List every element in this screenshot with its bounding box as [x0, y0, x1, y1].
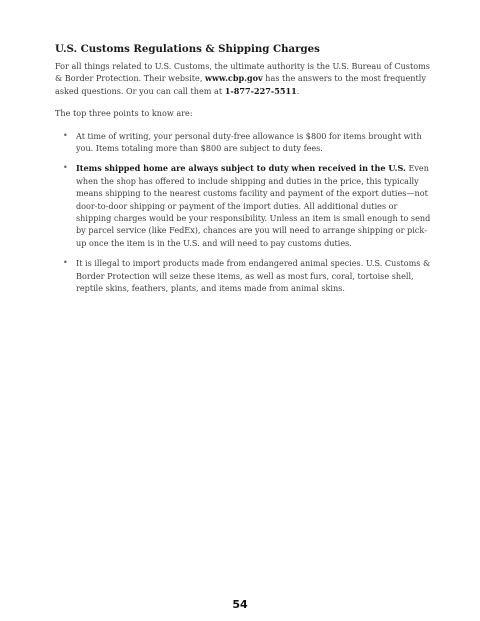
point-bold-text: Items shipped home are always subject to duty when received in the U.S.: [76, 163, 406, 174]
intro-paragraph: [55, 60, 433, 97]
list-item: [55, 162, 433, 249]
bullet-icon: •: [63, 163, 68, 173]
key-points-list: [55, 130, 433, 295]
point-text: Even when the shop has offered to include shipping and duties in the price, this typically means shipping to the nearest customs facility and payment of the export duties—not door-to-door shipping or payment of the import duties. All additional duties or shipping charges would be your responsibility. Unless an item is small enough to send by parcel service (like FedEx), chances are you will need to arrange shipping or pick-up once the item is in the U.S. and will need to pay customs duties.: [76, 163, 431, 248]
page-number: 54: [232, 598, 248, 611]
intro-text-2: has the answers to the most frequently asked questions. Or you can call them at: [55, 73, 426, 96]
lead-paragraph: The top three points to know are:: [55, 108, 193, 119]
list-item: [55, 257, 433, 294]
list-item: [55, 130, 433, 155]
bullet-icon: •: [63, 258, 68, 268]
point-text: It is illegal to import products made from endangered animal species. U.S. Customs & Border Protection will seize these items, as well as most furs, coral, tortoise shell, reptile skins, feathers, plants, and items made from animal skins.: [76, 258, 431, 294]
customs-section: [55, 42, 433, 303]
intro-text-1: For all things related to U.S. Customs, the ultimate authority is the U.S. Bureau of Customs & Border Protection. Their website,: [55, 61, 430, 84]
point-text: At time of writing, your personal duty-free allowance is $800 for items brought with you. Items totaling more than $800 are subject to duty fees.: [76, 130, 422, 154]
cbp-phone-number: 1-877-227-5511: [224, 85, 297, 96]
section-heading: U.S. Customs Regulations & Shipping Charges: [55, 43, 320, 55]
cbp-website-link[interactable]: www.cbp.gov: [204, 73, 263, 84]
bullet-icon: •: [63, 130, 68, 140]
intro-text-3: .: [296, 85, 300, 96]
